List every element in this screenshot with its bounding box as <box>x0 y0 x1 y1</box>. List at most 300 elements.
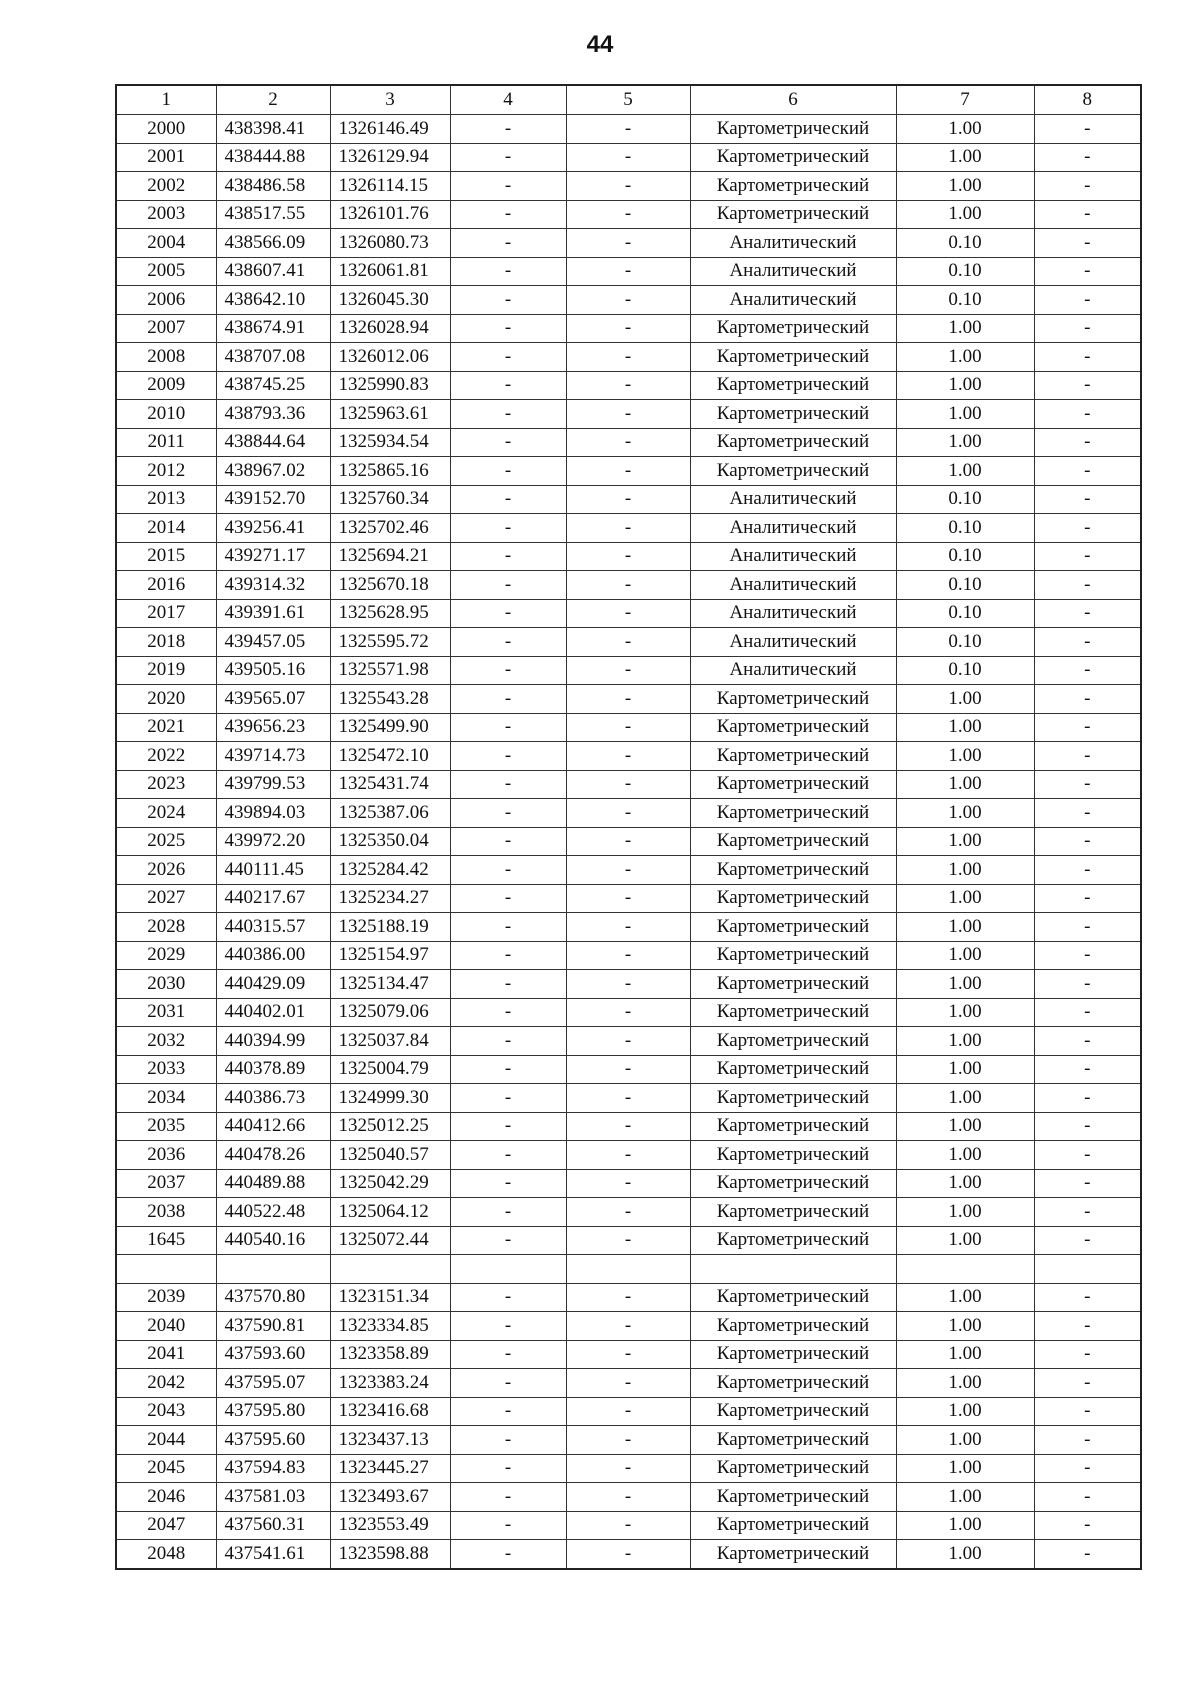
y-coordinate-cell: 1323416.68 <box>330 1397 450 1426</box>
point-number-cell: 2003 <box>116 200 216 229</box>
accuracy-cell: 0.10 <box>896 286 1034 315</box>
point-number-cell: 2012 <box>116 457 216 486</box>
point-number-cell: 2016 <box>116 571 216 600</box>
method-cell: Картометрический <box>690 799 896 828</box>
table-row <box>116 314 1141 343</box>
accuracy-cell: 1.00 <box>896 1540 1034 1569</box>
y-coordinate-cell: 1326129.94 <box>330 143 450 172</box>
point-number-cell: 2002 <box>116 172 216 201</box>
column-5-cell: - <box>566 286 690 315</box>
column-5-cell: - <box>566 970 690 999</box>
method-cell: Картометрический <box>690 371 896 400</box>
method-cell: Аналитический <box>690 571 896 600</box>
column-4-cell: - <box>450 884 566 913</box>
table-row <box>116 1027 1141 1056</box>
table-row <box>116 1426 1141 1455</box>
column-4-cell: - <box>450 1198 566 1227</box>
point-number-cell: 2017 <box>116 599 216 628</box>
y-coordinate-cell: 1325072.44 <box>330 1226 450 1255</box>
x-coordinate-cell: 438642.10 <box>216 286 330 315</box>
table-row <box>116 1226 1141 1255</box>
column-5-cell: - <box>566 1198 690 1227</box>
x-coordinate-cell: 439505.16 <box>216 656 330 685</box>
column-8-cell: - <box>1034 286 1141 315</box>
column-8-cell: - <box>1034 685 1141 714</box>
method-cell: Картометрический <box>690 941 896 970</box>
method-cell: Картометрический <box>690 1141 896 1170</box>
column-4-cell: - <box>450 172 566 201</box>
point-number-cell: 2007 <box>116 314 216 343</box>
accuracy-cell: 1.00 <box>896 1426 1034 1455</box>
method-cell: Аналитический <box>690 656 896 685</box>
accuracy-cell <box>896 1255 1034 1284</box>
column-header: 7 <box>896 85 1034 115</box>
method-cell: Аналитический <box>690 599 896 628</box>
column-8-cell: - <box>1034 1397 1141 1426</box>
column-4-cell: - <box>450 799 566 828</box>
point-number-cell: 2006 <box>116 286 216 315</box>
x-coordinate-cell: 437595.80 <box>216 1397 330 1426</box>
accuracy-cell: 1.00 <box>896 1483 1034 1512</box>
method-cell: Картометрический <box>690 1169 896 1198</box>
accuracy-cell: 1.00 <box>896 1283 1034 1312</box>
y-coordinate-cell: 1326146.49 <box>330 115 450 144</box>
y-coordinate-cell: 1325472.10 <box>330 742 450 771</box>
y-coordinate-cell: 1325702.46 <box>330 514 450 543</box>
point-number-cell: 1645 <box>116 1226 216 1255</box>
column-4-cell: - <box>450 1112 566 1141</box>
column-4-cell: - <box>450 856 566 885</box>
y-coordinate-cell: 1325670.18 <box>330 571 450 600</box>
x-coordinate-cell: 440217.67 <box>216 884 330 913</box>
y-coordinate-cell: 1325628.95 <box>330 599 450 628</box>
column-5-cell: - <box>566 884 690 913</box>
column-8-cell: - <box>1034 229 1141 258</box>
column-5-cell: - <box>566 400 690 429</box>
accuracy-cell: 1.00 <box>896 1198 1034 1227</box>
table-row <box>116 172 1141 201</box>
table-row <box>116 941 1141 970</box>
x-coordinate-cell: 438967.02 <box>216 457 330 486</box>
point-number-cell: 2008 <box>116 343 216 372</box>
column-5-cell: - <box>566 799 690 828</box>
x-coordinate-cell: 438745.25 <box>216 371 330 400</box>
column-5-cell: - <box>566 229 690 258</box>
accuracy-cell: 1.00 <box>896 1226 1034 1255</box>
column-5-cell: - <box>566 628 690 657</box>
y-coordinate-cell: 1325037.84 <box>330 1027 450 1056</box>
accuracy-cell: 1.00 <box>896 457 1034 486</box>
column-5-cell: - <box>566 913 690 942</box>
x-coordinate-cell: 439656.23 <box>216 713 330 742</box>
column-5-cell: - <box>566 1169 690 1198</box>
y-coordinate-cell: 1325284.42 <box>330 856 450 885</box>
x-coordinate-cell: 440111.45 <box>216 856 330 885</box>
x-coordinate-cell: 438844.64 <box>216 428 330 457</box>
x-coordinate-cell: 440378.89 <box>216 1055 330 1084</box>
column-5-cell: - <box>566 998 690 1027</box>
accuracy-cell: 1.00 <box>896 1511 1034 1540</box>
x-coordinate-cell: 440489.88 <box>216 1169 330 1198</box>
point-number-cell <box>116 1255 216 1284</box>
column-5-cell: - <box>566 1055 690 1084</box>
column-4-cell: - <box>450 913 566 942</box>
table-row <box>116 599 1141 628</box>
column-8-cell: - <box>1034 257 1141 286</box>
y-coordinate-cell: 1325234.27 <box>330 884 450 913</box>
y-coordinate-cell: 1325040.57 <box>330 1141 450 1170</box>
y-coordinate-cell: 1325694.21 <box>330 542 450 571</box>
column-4-cell: - <box>450 1511 566 1540</box>
column-8-cell: - <box>1034 884 1141 913</box>
column-8-cell: - <box>1034 485 1141 514</box>
point-number-cell: 2044 <box>116 1426 216 1455</box>
column-4-cell <box>450 1255 566 1284</box>
table-row <box>116 998 1141 1027</box>
method-cell: Картометрический <box>690 343 896 372</box>
accuracy-cell: 1.00 <box>896 1055 1034 1084</box>
column-4-cell: - <box>450 998 566 1027</box>
x-coordinate-cell <box>216 1255 330 1284</box>
method-cell: Картометрический <box>690 856 896 885</box>
column-4-cell: - <box>450 1141 566 1170</box>
column-5-cell: - <box>566 685 690 714</box>
point-number-cell: 2045 <box>116 1454 216 1483</box>
table-row <box>116 1084 1141 1113</box>
column-4-cell: - <box>450 143 566 172</box>
table-row <box>116 1169 1141 1198</box>
column-8-cell: - <box>1034 200 1141 229</box>
method-cell: Картометрический <box>690 1511 896 1540</box>
point-number-cell: 2034 <box>116 1084 216 1113</box>
column-8-cell: - <box>1034 1454 1141 1483</box>
point-number-cell: 2009 <box>116 371 216 400</box>
accuracy-cell: 0.10 <box>896 599 1034 628</box>
table-row <box>116 1397 1141 1426</box>
x-coordinate-cell: 440315.57 <box>216 913 330 942</box>
table-row <box>116 1511 1141 1540</box>
method-cell: Аналитический <box>690 286 896 315</box>
column-5-cell: - <box>566 457 690 486</box>
y-coordinate-cell: 1325963.61 <box>330 400 450 429</box>
y-coordinate-cell: 1325350.04 <box>330 827 450 856</box>
column-5-cell: - <box>566 1027 690 1056</box>
x-coordinate-cell: 437595.60 <box>216 1426 330 1455</box>
table-row <box>116 742 1141 771</box>
column-4-cell: - <box>450 200 566 229</box>
table-row <box>116 343 1141 372</box>
column-4-cell: - <box>450 1340 566 1369</box>
method-cell: Картометрический <box>690 1198 896 1227</box>
y-coordinate-cell: 1325188.19 <box>330 913 450 942</box>
column-5-cell: - <box>566 713 690 742</box>
y-coordinate-cell: 1326045.30 <box>330 286 450 315</box>
x-coordinate-cell: 437581.03 <box>216 1483 330 1512</box>
column-4-cell: - <box>450 742 566 771</box>
y-coordinate-cell: 1325934.54 <box>330 428 450 457</box>
column-4-cell: - <box>450 656 566 685</box>
point-number-cell: 2020 <box>116 685 216 714</box>
y-coordinate-cell: 1323358.89 <box>330 1340 450 1369</box>
column-8-cell: - <box>1034 400 1141 429</box>
point-number-cell: 2027 <box>116 884 216 913</box>
accuracy-cell: 1.00 <box>896 856 1034 885</box>
page-number: 44 <box>586 31 614 58</box>
column-4-cell: - <box>450 485 566 514</box>
column-5-cell: - <box>566 856 690 885</box>
column-8-cell: - <box>1034 371 1141 400</box>
table-row <box>116 770 1141 799</box>
column-4-cell: - <box>450 1540 566 1569</box>
accuracy-cell: 1.00 <box>896 970 1034 999</box>
point-number-cell: 2021 <box>116 713 216 742</box>
y-coordinate-cell: 1325571.98 <box>330 656 450 685</box>
method-cell: Картометрический <box>690 713 896 742</box>
column-5-cell: - <box>566 143 690 172</box>
table-row <box>116 143 1141 172</box>
column-4-cell: - <box>450 1397 566 1426</box>
x-coordinate-cell: 439391.61 <box>216 599 330 628</box>
column-8-cell: - <box>1034 428 1141 457</box>
table-row <box>116 685 1141 714</box>
column-8-cell: - <box>1034 1084 1141 1113</box>
table-row <box>116 713 1141 742</box>
point-number-cell: 2025 <box>116 827 216 856</box>
method-cell: Картометрический <box>690 314 896 343</box>
accuracy-cell: 1.00 <box>896 1340 1034 1369</box>
table-row <box>116 371 1141 400</box>
y-coordinate-cell: 1326061.81 <box>330 257 450 286</box>
point-number-cell: 2022 <box>116 742 216 771</box>
method-cell: Картометрический <box>690 200 896 229</box>
table-row <box>116 799 1141 828</box>
column-5-cell: - <box>566 314 690 343</box>
y-coordinate-cell: 1325990.83 <box>330 371 450 400</box>
y-coordinate-cell: 1325079.06 <box>330 998 450 1027</box>
point-number-cell: 2023 <box>116 770 216 799</box>
point-number-cell: 2032 <box>116 1027 216 1056</box>
column-8-cell: - <box>1034 1340 1141 1369</box>
x-coordinate-cell: 437595.07 <box>216 1369 330 1398</box>
column-5-cell: - <box>566 827 690 856</box>
column-4-cell: - <box>450 827 566 856</box>
point-number-cell: 2000 <box>116 115 216 144</box>
y-coordinate-cell: 1325543.28 <box>330 685 450 714</box>
y-coordinate-cell: 1325004.79 <box>330 1055 450 1084</box>
x-coordinate-cell: 437570.80 <box>216 1283 330 1312</box>
x-coordinate-cell: 439894.03 <box>216 799 330 828</box>
method-cell: Картометрический <box>690 400 896 429</box>
column-8-cell: - <box>1034 1141 1141 1170</box>
column-header: 1 <box>116 85 216 115</box>
column-8-cell: - <box>1034 856 1141 885</box>
column-5-cell: - <box>566 1426 690 1455</box>
column-4-cell: - <box>450 1084 566 1113</box>
column-5-cell: - <box>566 571 690 600</box>
column-8-cell: - <box>1034 656 1141 685</box>
point-number-cell: 2039 <box>116 1283 216 1312</box>
column-8-cell: - <box>1034 628 1141 657</box>
point-number-cell: 2046 <box>116 1483 216 1512</box>
point-number-cell: 2041 <box>116 1340 216 1369</box>
x-coordinate-cell: 439457.05 <box>216 628 330 657</box>
table-row <box>116 257 1141 286</box>
x-coordinate-cell: 439972.20 <box>216 827 330 856</box>
column-8-cell: - <box>1034 571 1141 600</box>
method-cell: Аналитический <box>690 229 896 258</box>
point-number-cell: 2031 <box>116 998 216 1027</box>
accuracy-cell: 0.10 <box>896 257 1034 286</box>
column-4-cell: - <box>450 1169 566 1198</box>
table-row <box>116 1141 1141 1170</box>
table-row <box>116 1540 1141 1569</box>
method-cell <box>690 1255 896 1284</box>
method-cell: Картометрический <box>690 913 896 942</box>
column-4-cell: - <box>450 115 566 144</box>
accuracy-cell: 1.00 <box>896 770 1034 799</box>
column-4-cell: - <box>450 343 566 372</box>
method-cell: Аналитический <box>690 485 896 514</box>
y-coordinate-cell: 1325595.72 <box>330 628 450 657</box>
point-number-cell: 2036 <box>116 1141 216 1170</box>
table-row <box>116 1340 1141 1369</box>
column-5-cell: - <box>566 1369 690 1398</box>
table-row <box>116 656 1141 685</box>
column-8-cell: - <box>1034 1112 1141 1141</box>
table-row <box>116 286 1141 315</box>
x-coordinate-cell: 439565.07 <box>216 685 330 714</box>
column-5-cell: - <box>566 1084 690 1113</box>
method-cell: Картометрический <box>690 1084 896 1113</box>
column-4-cell: - <box>450 599 566 628</box>
x-coordinate-cell: 438566.09 <box>216 229 330 258</box>
column-5-cell: - <box>566 1483 690 1512</box>
point-number-cell: 2033 <box>116 1055 216 1084</box>
column-4-cell: - <box>450 713 566 742</box>
column-4-cell: - <box>450 1312 566 1341</box>
table-row <box>116 542 1141 571</box>
accuracy-cell: 1.00 <box>896 1084 1034 1113</box>
column-8-cell: - <box>1034 1169 1141 1198</box>
method-cell: Картометрический <box>690 1397 896 1426</box>
column-8-cell: - <box>1034 799 1141 828</box>
column-4-cell: - <box>450 428 566 457</box>
column-4-cell: - <box>450 1369 566 1398</box>
column-4-cell: - <box>450 941 566 970</box>
x-coordinate-cell: 440402.01 <box>216 998 330 1027</box>
column-4-cell: - <box>450 1055 566 1084</box>
accuracy-cell: 1.00 <box>896 1454 1034 1483</box>
accuracy-cell: 1.00 <box>896 913 1034 942</box>
column-8-cell: - <box>1034 1369 1141 1398</box>
y-coordinate-cell: 1323493.67 <box>330 1483 450 1512</box>
column-header: 3 <box>330 85 450 115</box>
point-number-cell: 2013 <box>116 485 216 514</box>
method-cell: Картометрический <box>690 685 896 714</box>
column-8-cell: - <box>1034 542 1141 571</box>
accuracy-cell: 1.00 <box>896 827 1034 856</box>
column-8-cell: - <box>1034 970 1141 999</box>
accuracy-cell: 1.00 <box>896 143 1034 172</box>
x-coordinate-cell: 437590.81 <box>216 1312 330 1341</box>
accuracy-cell: 1.00 <box>896 400 1034 429</box>
point-number-cell: 2040 <box>116 1312 216 1341</box>
accuracy-cell: 1.00 <box>896 115 1034 144</box>
accuracy-cell: 0.10 <box>896 656 1034 685</box>
y-coordinate-cell: 1326101.76 <box>330 200 450 229</box>
accuracy-cell: 0.10 <box>896 542 1034 571</box>
column-8-cell: - <box>1034 713 1141 742</box>
y-coordinate-cell: 1325865.16 <box>330 457 450 486</box>
x-coordinate-cell: 438517.55 <box>216 200 330 229</box>
x-coordinate-cell: 439271.17 <box>216 542 330 571</box>
x-coordinate-cell: 439714.73 <box>216 742 330 771</box>
point-number-cell: 2047 <box>116 1511 216 1540</box>
y-coordinate-cell: 1325134.47 <box>330 970 450 999</box>
table-row <box>116 400 1141 429</box>
column-5-cell: - <box>566 742 690 771</box>
method-cell: Картометрический <box>690 884 896 913</box>
table-row <box>116 1369 1141 1398</box>
column-5-cell: - <box>566 542 690 571</box>
point-number-cell: 2028 <box>116 913 216 942</box>
coordinates-table <box>115 84 1142 1570</box>
y-coordinate-cell: 1325012.25 <box>330 1112 450 1141</box>
column-5-cell: - <box>566 1312 690 1341</box>
column-5-cell: - <box>566 485 690 514</box>
point-number-cell: 2037 <box>116 1169 216 1198</box>
table-spacer-row <box>116 1255 1141 1284</box>
column-4-cell: - <box>450 1483 566 1512</box>
x-coordinate-cell: 440412.66 <box>216 1112 330 1141</box>
x-coordinate-cell: 438486.58 <box>216 172 330 201</box>
accuracy-cell: 1.00 <box>896 742 1034 771</box>
method-cell: Картометрический <box>690 428 896 457</box>
column-5-cell: - <box>566 1283 690 1312</box>
column-5-cell: - <box>566 1397 690 1426</box>
column-8-cell: - <box>1034 599 1141 628</box>
column-4-cell: - <box>450 628 566 657</box>
column-8-cell: - <box>1034 1511 1141 1540</box>
method-cell: Картометрический <box>690 457 896 486</box>
point-number-cell: 2015 <box>116 542 216 571</box>
column-8-cell: - <box>1034 1426 1141 1455</box>
x-coordinate-cell: 439152.70 <box>216 485 330 514</box>
method-cell: Картометрический <box>690 998 896 1027</box>
accuracy-cell: 0.10 <box>896 514 1034 543</box>
y-coordinate-cell: 1323151.34 <box>330 1283 450 1312</box>
column-8-cell <box>1034 1255 1141 1284</box>
point-number-cell: 2030 <box>116 970 216 999</box>
method-cell: Картометрический <box>690 742 896 771</box>
accuracy-cell: 1.00 <box>896 1112 1034 1141</box>
x-coordinate-cell: 440540.16 <box>216 1226 330 1255</box>
x-coordinate-cell: 437541.61 <box>216 1540 330 1569</box>
column-5-cell: - <box>566 115 690 144</box>
accuracy-cell: 1.00 <box>896 884 1034 913</box>
accuracy-cell: 1.00 <box>896 371 1034 400</box>
table-row <box>116 1312 1141 1341</box>
column-4-cell: - <box>450 286 566 315</box>
y-coordinate-cell: 1325499.90 <box>330 713 450 742</box>
column-8-cell: - <box>1034 314 1141 343</box>
column-8-cell: - <box>1034 343 1141 372</box>
method-cell: Картометрический <box>690 1426 896 1455</box>
method-cell: Картометрический <box>690 970 896 999</box>
column-5-cell: - <box>566 941 690 970</box>
accuracy-cell: 1.00 <box>896 428 1034 457</box>
method-cell: Картометрический <box>690 1540 896 1569</box>
